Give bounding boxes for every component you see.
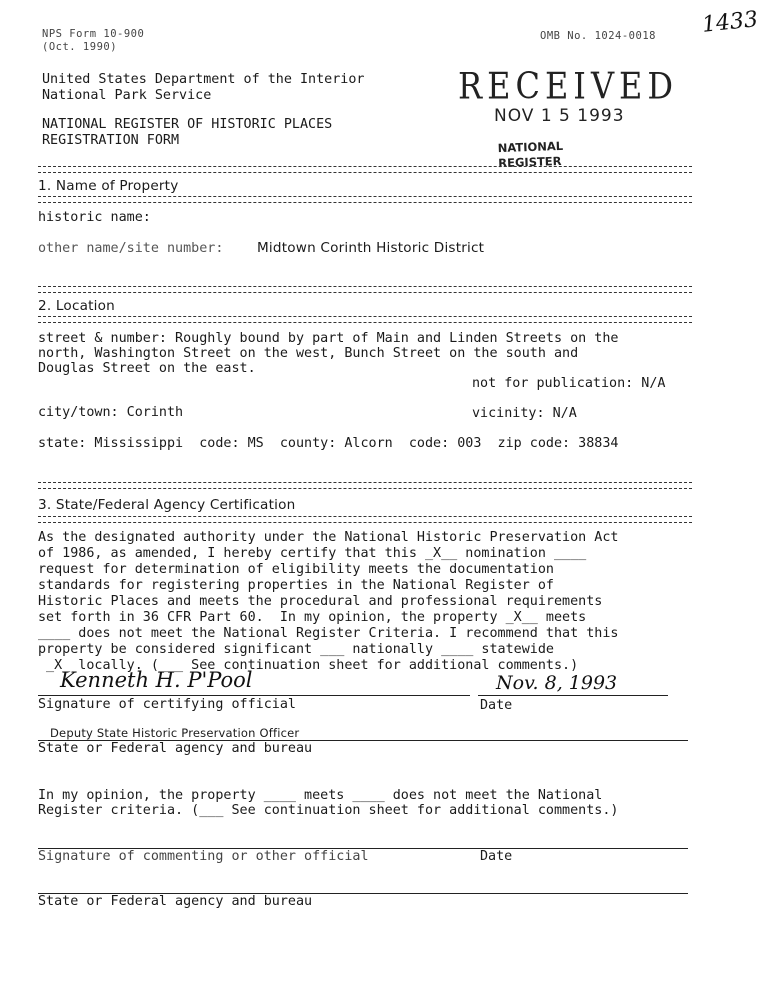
date-label: Date [480, 698, 513, 713]
section-divider [38, 482, 692, 489]
reference-number: 1433 [700, 7, 760, 38]
section-divider [38, 166, 692, 173]
commenting-date-label: Date [480, 849, 513, 864]
form-date: (Oct. 1990) [42, 41, 118, 53]
signature-label: Signature of certifying official [38, 697, 296, 712]
cert-line: request for determination of eligibility meets the documentation [38, 562, 554, 577]
section1-heading: 1. Name of Property [38, 178, 179, 194]
stamp-date: NOV 1 5 1993 [494, 106, 625, 126]
section-divider [38, 516, 692, 523]
certifying-signature: Kenneth H. P'Pool [60, 668, 253, 692]
date-line [478, 695, 668, 696]
opinion-line-2: Register criteria. (___ See continuation sheet for additional comments.) [38, 803, 619, 818]
cert-line: of 1986, as amended, I hereby certify that this _X__ nomination ____ [38, 546, 587, 561]
street-line-3: Douglas Street on the east. [38, 361, 256, 376]
service: National Park Service [42, 88, 212, 103]
section-divider [38, 286, 692, 293]
street-line-2: north, Washington Street on the west, Bunch Street on the south and [38, 346, 579, 361]
department: United States Department of the Interior [42, 72, 365, 87]
section3-heading: 3. State/Federal Agency Certification [38, 497, 296, 513]
agency-label: State or Federal agency and bureau [38, 741, 313, 756]
omb-number: OMB No. 1024-0018 [540, 30, 656, 42]
stamp-line-register: REGISTER [498, 153, 562, 171]
stamp-received-word: RECEIVED [458, 64, 679, 108]
cert-line: ____ does not meet the National Register Criteria. I recommend that this [38, 626, 619, 641]
city-town: city/town: Corinth [38, 405, 184, 420]
other-name-value: Midtown Corinth Historic District [257, 240, 485, 256]
cert-line: property be considered significant ___ nationally ____ statewide [38, 642, 554, 657]
cert-line: Historic Places and meets the procedural and professional requirements [38, 594, 603, 609]
historic-name-label: historic name: [38, 210, 151, 225]
cert-line: _X_ locally. (___ See continuation sheet for additional comments.) [38, 658, 579, 673]
vicinity: vicinity: N/A [472, 406, 577, 421]
state-line: state: Mississippi code: MS county: Alcorn code: 003 zip code: 38834 [38, 436, 619, 451]
street-line-1: street & number: Roughly bound by part of Main and Linden Streets on the [38, 331, 619, 346]
official-title: Deputy State Historic Preservation Officer [50, 726, 300, 740]
other-name-label: other name/site number: [38, 241, 224, 256]
certifying-date-handwritten: Nov. 8, 1993 [496, 672, 618, 694]
section-divider [38, 316, 692, 323]
commenting-signature-label: Signature of commenting or other official [38, 849, 369, 864]
register-title: NATIONAL REGISTER OF HISTORIC PLACES [42, 117, 333, 132]
opinion-line-1: In my opinion, the property ____ meets ____ does not meet the National [38, 788, 603, 803]
cert-line: As the designated authority under the National Historic Preservation Act [38, 530, 619, 545]
cert-line: set forth in 36 CFR Part 60. In my opinion, the property _X__ meets [38, 610, 587, 625]
form-number: NPS Form 10-900 [42, 28, 145, 40]
received-stamp [452, 62, 679, 182]
form-title: REGISTRATION FORM [42, 133, 180, 148]
stamp-line-national: NATIONAL [497, 138, 564, 156]
not-for-publication: not for publication: N/A [472, 376, 666, 391]
cert-line: standards for registering properties in the National Register of [38, 578, 554, 593]
agency-label-2: State or Federal agency and bureau [38, 894, 313, 909]
section2-heading: 2. Location [38, 298, 115, 314]
section-divider [38, 196, 692, 203]
certification-paragraph [38, 530, 698, 674]
signature-line [38, 695, 470, 696]
